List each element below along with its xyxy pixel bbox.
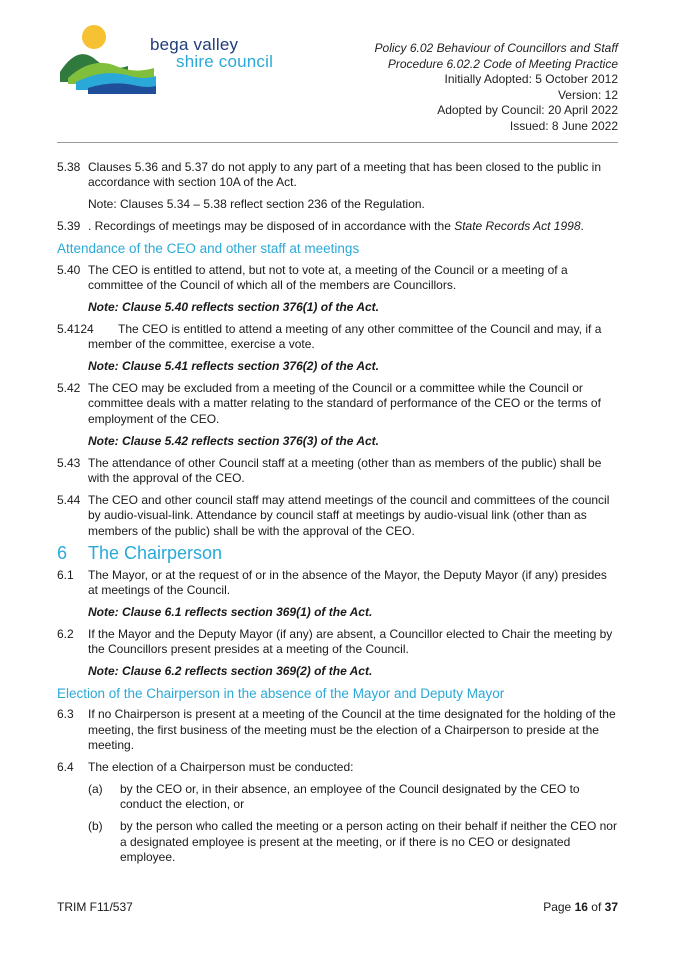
clause-number: 5.42 [57,380,81,395]
heading-attendance: Attendance of the CEO and other staff at meetings [57,241,360,257]
clause-number: 5.39 [57,219,81,234]
clause-text: The CEO is entitled to attend, but not to vote at, a meeting of the Council or a meeting of a committee of the Council of which all of the members are Councillors. [88,262,568,292]
section-number: 6 [57,543,68,564]
heading-election: Election of the Chairperson in the absence of the Mayor and Deputy Mayor [57,685,505,701]
clause-number: 5.38 [57,160,81,174]
clause-text: by the person who called the meeting or a person acting on their behalf if neither the CEO nor a designated employee is present at the meeting, or if there is no CEO or designated employee. [120,819,617,865]
header-policy: Policy 6.02 Behaviour of Councillors and Staff [374,41,618,55]
section-title: The Chairperson [88,543,223,564]
clause-6-1 [57,568,620,599]
note-5-40: Note: Clause 5.40 reflects section 376(1) of the Act. [88,299,379,314]
clause-5-44 [57,493,620,539]
logo-text-line2: shire council [176,52,274,71]
clause-5-38 [57,160,620,191]
clause-number: 6.3 [57,707,74,722]
clause-5-42 [57,381,620,427]
clause-text: If no Chairperson is present at a meeting of the Council at the time designated for the holding of the meeting, the first business of the meeting must be the election of a Chairperson to preside at the meeting. [88,707,616,753]
clause-number: 6.4 [57,760,74,775]
note-5-38: Note: Clauses 5.34 – 5.38 reflect section 236 of the Regulation. [88,197,425,212]
footer-page-number [543,900,618,914]
clause-6-4 [57,760,620,775]
clause-6-2 [57,627,620,658]
clause-number: 5.43 [57,455,81,470]
of-word: of [591,900,602,914]
logo-text-line1: bega valley [150,35,239,54]
clause-number: 5.4124 [57,321,94,336]
clause-text: The CEO is entitled to attend a meeting of any other committee of the Council and may, if a member of the committee, exercise a vote. [88,321,602,352]
document-header [375,41,618,135]
header-version: Version: 12 [557,87,618,102]
note-5-42: Note: Clause 5.42 reflects section 376(3) of the Act. [88,433,379,448]
clause-text: by the CEO or, in their absence, an employee of the Council designated by the CEO to conduct the election, or [120,782,580,812]
footer-trim: TRIM F11/537 [57,900,133,914]
clause-number: 5.40 [57,262,81,277]
note-6-2: Note: Clause 6.2 reflects section 369(2) of the Act. [88,664,373,679]
note-5-41: Note: Clause 5.41 reflects section 376(2) of the Act. [88,359,379,374]
clause-number: 5.44 [57,492,81,507]
clause-text: If the Mayor and the Deputy Mayor (if any) are absent, a Councillor elected to Chair the meeting by the Councillors present presides at a meeting of the Council. [88,626,613,657]
current-page: 16 [574,900,588,914]
header-procedure: Procedure 6.02.2 Code of Meeting Practice [387,56,618,71]
clause-5-41 [57,322,620,353]
act-name: State Records Act 1998 [454,219,581,234]
hills-logo-icon [58,22,158,98]
clause-text: The Mayor, or at the request of or in the absence of the Mayor, the Deputy Mayor (if any) presides at meetings of the Council. [88,567,607,597]
clause-text-end: . [580,219,584,234]
heading-chairperson [57,543,620,564]
subclause-label: (b) [88,819,103,834]
clause-text: Clauses 5.36 and 5.37 do not apply to any part of a meeting that has been closed to the public in accordance with section 10A of the Act. [88,160,602,190]
council-logo [58,22,288,102]
clause-text: The election of a Chairperson must be conducted: [88,760,354,775]
total-pages: 37 [604,900,618,914]
clause-text: The attendance of other Council staff at a meeting (other than as members of the public) shall be with the approval of the CEO. [88,455,602,485]
document-body [57,160,620,872]
header-initially-adopted: Initially Adopted: 5 October 2012 [444,72,618,87]
clause-6-3 [57,707,620,753]
subclause-label: (a) [88,782,103,796]
clause-text: The CEO and other council staff may attend meetings of the council and committees of the council by audio-visual-link. Attendance by council staff at meetings by audio-visual link (other than as members of the public) shall be with the approval of the CEO. [88,492,610,538]
header-adopted-by-council: Adopted by Council: 20 April 2022 [437,103,618,118]
clause-5-40 [57,263,620,294]
clause-number: 6.2 [57,626,74,641]
clause-number: 6.1 [57,567,74,582]
note-6-1: Note: Clause 6.1 reflects section 369(1) of the Act. [88,604,373,619]
clause-6-4-b [57,819,620,865]
header-divider [57,142,618,143]
clause-text: . Recordings of meetings may be disposed of in accordance with the [88,219,455,234]
clause-5-39 [57,219,620,234]
clause-5-43 [57,456,620,487]
clause-6-4-a [57,782,620,813]
clause-text: The CEO may be excluded from a meeting of the Council or a committee while the Council or committee deals with a matter relating to the standard of performance of the CEO or the terms of employment of the CEO. [88,380,601,426]
page-word: Page [543,900,572,914]
header-issued: Issued: 8 June 2022 [509,118,618,133]
